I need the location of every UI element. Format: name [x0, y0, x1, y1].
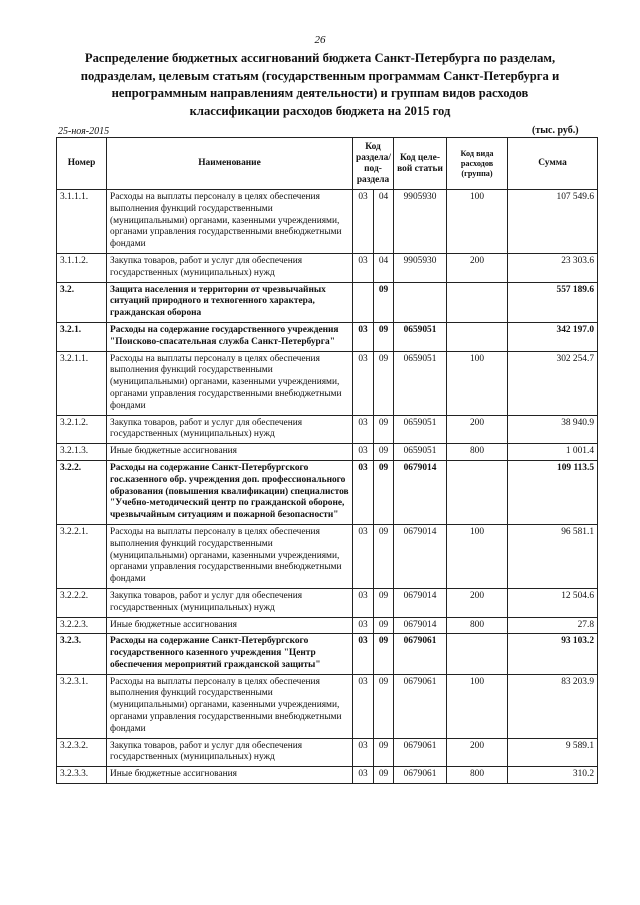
row-kind: 100: [447, 190, 508, 254]
row-kind: [447, 322, 508, 351]
row-number: 3.2.2.2.: [57, 588, 107, 617]
row-subsection: 09: [374, 634, 394, 674]
row-subsection: 09: [374, 767, 394, 784]
row-section: 03: [353, 617, 374, 634]
table-row: [57, 674, 598, 738]
row-kind: 800: [447, 617, 508, 634]
row-article: 9905930: [394, 253, 447, 282]
row-article: 0679061: [394, 634, 447, 674]
row-name: Закупка товаров, работ и услуг для обеспечения государственных (муниципальных) нужд: [107, 415, 353, 444]
table-row: [57, 322, 598, 351]
row-name: Расходы на содержание Санкт-Петербургского государственного казенного учреждения "Центр обеспечения мероприятий гражданской защиты": [107, 634, 353, 674]
row-name: Иные бюджетные ассигнования: [107, 617, 353, 634]
row-section: [353, 282, 374, 322]
header-number: Номер: [57, 138, 107, 190]
row-article: 9905930: [394, 190, 447, 254]
document-date: 25-ноя-2015: [58, 126, 110, 137]
row-section: 03: [353, 190, 374, 254]
row-number: 3.2.2.3.: [57, 617, 107, 634]
row-amount: 310.2: [508, 767, 598, 784]
row-number: 3.2.3.1.: [57, 674, 107, 738]
row-amount: 302 254.7: [508, 351, 598, 415]
row-amount: 96 581.1: [508, 524, 598, 588]
row-amount: 1 001.4: [508, 444, 598, 461]
row-kind: 200: [447, 738, 508, 767]
row-amount: 107 549.6: [508, 190, 598, 254]
table-row: [57, 617, 598, 634]
table-row: [57, 444, 598, 461]
row-subsection: 04: [374, 190, 394, 254]
row-section: 03: [353, 767, 374, 784]
units-label: (тыс. руб.): [532, 125, 579, 136]
table-row: [57, 460, 598, 524]
row-amount: 12 504.6: [508, 588, 598, 617]
row-article: [394, 282, 447, 322]
row-subsection: 09: [374, 415, 394, 444]
row-kind: [447, 282, 508, 322]
row-section: 03: [353, 444, 374, 461]
row-name: Расходы на выплаты персоналу в целях обеспечения выполнения функций государственными (муниципальными) органами, казенными учреждениями, органами управления государственными внебюджетными фондами: [107, 351, 353, 415]
row-number: 3.1.1.1.: [57, 190, 107, 254]
table-row: [57, 524, 598, 588]
row-name: Расходы на содержание государственного учреждения "Поисково-спасательная служба Санкт-Петербурга": [107, 322, 353, 351]
row-article: 0659051: [394, 351, 447, 415]
row-article: 0679061: [394, 767, 447, 784]
document-title: Распределение бюджетных ассигнований бюджета Санкт-Петербурга по разделам, подразделам, целевым статьям (государственным программам Санкт-Петербурга и непрограммным направлениям деятельности) и группам видов расходов классификации расходов бюджета на 2015 год: [80, 51, 560, 118]
table-row: [57, 767, 598, 784]
row-number: 3.2.1.3.: [57, 444, 107, 461]
row-kind: 200: [447, 588, 508, 617]
row-number: 3.2.3.: [57, 634, 107, 674]
row-kind: [447, 460, 508, 524]
header-name: Наименование: [107, 138, 353, 190]
budget-table: [56, 137, 598, 784]
row-number: 3.2.: [57, 282, 107, 322]
row-subsection: 09: [374, 674, 394, 738]
table-row: [57, 190, 598, 254]
row-name: Иные бюджетные ассигнования: [107, 767, 353, 784]
row-number: 3.2.1.2.: [57, 415, 107, 444]
row-kind: 200: [447, 253, 508, 282]
row-kind: [447, 634, 508, 674]
row-kind: 800: [447, 444, 508, 461]
table-row: [57, 415, 598, 444]
row-section: 03: [353, 415, 374, 444]
row-amount: 27.8: [508, 617, 598, 634]
header-kind: Код вида расходов (группа): [447, 138, 508, 190]
row-article: 0679014: [394, 524, 447, 588]
row-kind: 100: [447, 351, 508, 415]
row-article: 0679061: [394, 738, 447, 767]
row-section: 03: [353, 634, 374, 674]
row-name: Расходы на выплаты персоналу в целях обеспечения выполнения функций государственными (муниципальными) органами, казенными учреждениями, органами управления государственными внебюджетными фондами: [107, 524, 353, 588]
row-amount: 557 189.6: [508, 282, 598, 322]
row-number: 3.2.3.3.: [57, 767, 107, 784]
row-article: 0659051: [394, 444, 447, 461]
header-amount: Сумма: [508, 138, 598, 190]
row-section: 03: [353, 738, 374, 767]
row-name: Расходы на выплаты персоналу в целях обеспечения выполнения функций государственными (муниципальными) органами, казенными учреждениями, органами управления государственными внебюджетными фондами: [107, 190, 353, 254]
row-number: 3.2.1.1.: [57, 351, 107, 415]
row-name: Расходы на выплаты персоналу в целях обеспечения выполнения функций государственными (муниципальными) органами, казенными учреждениями, органами управления государственными внебюджетными фондами: [107, 674, 353, 738]
row-name: Закупка товаров, работ и услуг для обеспечения государственных (муниципальных) нужд: [107, 588, 353, 617]
row-number: 3.2.2.1.: [57, 524, 107, 588]
row-number: 3.2.2.: [57, 460, 107, 524]
row-kind: 100: [447, 674, 508, 738]
header-article: Код целе-вой статьи: [394, 138, 447, 190]
row-article: 0679014: [394, 617, 447, 634]
row-article: 0659051: [394, 322, 447, 351]
row-kind: 800: [447, 767, 508, 784]
row-amount: 109 113.5: [508, 460, 598, 524]
row-name: Закупка товаров, работ и услуг для обеспечения государственных (муниципальных) нужд: [107, 253, 353, 282]
row-subsection: 09: [374, 322, 394, 351]
row-section: 03: [353, 322, 374, 351]
row-amount: 93 103.2: [508, 634, 598, 674]
row-section: 03: [353, 588, 374, 617]
row-amount: 9 589.1: [508, 738, 598, 767]
table-row: [57, 351, 598, 415]
row-number: 3.1.1.2.: [57, 253, 107, 282]
row-amount: 83 203.9: [508, 674, 598, 738]
row-section: 03: [353, 253, 374, 282]
row-subsection: 09: [374, 738, 394, 767]
row-subsection: 04: [374, 253, 394, 282]
table-row: [57, 282, 598, 322]
row-kind: 200: [447, 415, 508, 444]
row-subsection: 09: [374, 617, 394, 634]
row-article: 0679014: [394, 460, 447, 524]
row-kind: 100: [447, 524, 508, 588]
header-section: Код раздела/ под-раздела: [353, 138, 394, 190]
row-number: 3.2.1.: [57, 322, 107, 351]
row-subsection: 09: [374, 588, 394, 617]
row-subsection: 09: [374, 460, 394, 524]
table-row: [57, 253, 598, 282]
row-section: 03: [353, 674, 374, 738]
table-row: [57, 588, 598, 617]
row-subsection: 09: [374, 351, 394, 415]
table-body: [57, 190, 598, 784]
page-number: 26: [314, 34, 326, 46]
row-subsection: 09: [374, 444, 394, 461]
row-amount: 342 197.0: [508, 322, 598, 351]
row-subsection: 09: [374, 524, 394, 588]
table-row: [57, 634, 598, 674]
row-name: Иные бюджетные ассигнования: [107, 444, 353, 461]
row-article: 0679014: [394, 588, 447, 617]
row-name: Закупка товаров, работ и услуг для обеспечения государственных (муниципальных) нужд: [107, 738, 353, 767]
row-number: 3.2.3.2.: [57, 738, 107, 767]
table-row: [57, 738, 598, 767]
row-name: Защита населения и территории от чрезвычайных ситуаций природного и техногенного характера, гражданская оборона: [107, 282, 353, 322]
row-name: Расходы на содержание Санкт-Петербургского гос.казенного обр. учреждения доп. профессионального образования (повышения квалификации) специалистов "Учебно-методический центр по гражданской обороне, чрезвычайным ситуациям и пожарной безопасности": [107, 460, 353, 524]
row-article: 0659051: [394, 415, 447, 444]
row-section: 03: [353, 460, 374, 524]
row-amount: 23 303.6: [508, 253, 598, 282]
row-section: 03: [353, 524, 374, 588]
row-subsection: 09: [374, 282, 394, 322]
row-amount: 38 940.9: [508, 415, 598, 444]
row-section: 03: [353, 351, 374, 415]
row-article: 0679061: [394, 674, 447, 738]
